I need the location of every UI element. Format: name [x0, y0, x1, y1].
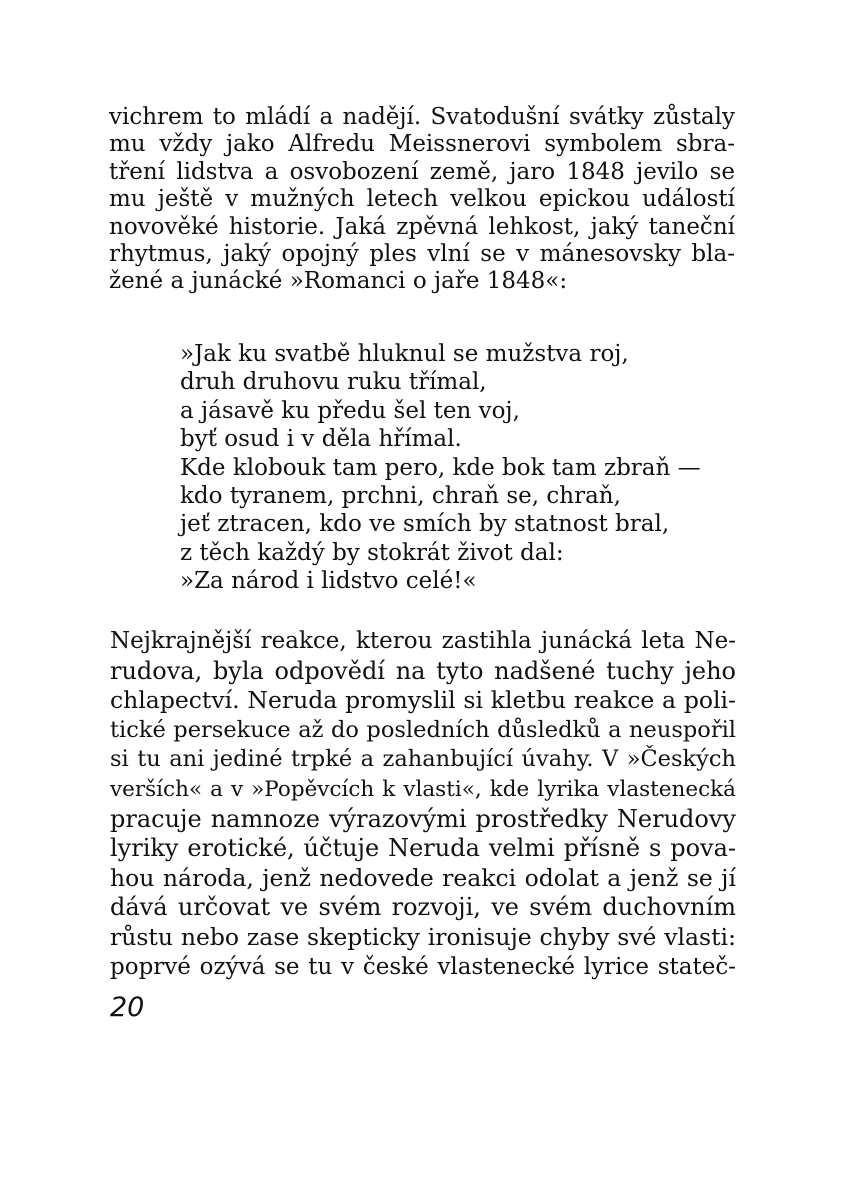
- poem-line: z těch každý by stokrát život dal:: [180, 539, 564, 566]
- text-line: růstu nebo zase skepticky ironisuje chyby své vlasti:: [110, 922, 736, 951]
- poem-line: kdo tyranem, prchni, chraň se, chraň,: [180, 482, 621, 509]
- text-line: rhytmus, jaký opojný ples vlní se v mánesovsky bla-: [109, 240, 735, 267]
- text-line: chlapectví. Neruda promyslil si kletbu reakce a poli-: [110, 686, 736, 715]
- poem-quote: [180, 340, 701, 596]
- text-line: hou národa, jenž nedovede reakci odolat a jenž se jí: [110, 863, 736, 892]
- text-line: dává určovat ve svém rozvoji, ve svém duchovním: [110, 893, 736, 922]
- text-line: žené a junácké »Romanci o jaře 1848«:: [109, 268, 568, 295]
- poem-line: »Za národ i lidstvo celé!«: [180, 568, 477, 595]
- text-line: pracuje namnoze výrazovými prostředky Nerudovy: [110, 804, 736, 833]
- text-line: si tu ani jediné trpké a zahanbující úvahy. V »Českých: [110, 746, 736, 773]
- poem-line: a jásavě ku předu šel ten voj,: [180, 397, 520, 424]
- text-line: Nejkrajnější reakce, kterou zastihla junácká leta Ne-: [110, 628, 736, 654]
- poem-line: druh druhovu ruku třímal,: [180, 369, 487, 396]
- page-number: 20: [110, 992, 145, 1023]
- text-line: mu ještě v mužných letech velkou epickou událostí: [109, 186, 735, 213]
- text-line: tření lidstva a osvobození země, jaro 1848 jevilo se: [109, 158, 735, 185]
- poem-line: byť osud i v děla hřímal.: [180, 426, 462, 453]
- text-line: tické persekuce až do posledních důsledků a neuspořil: [110, 716, 736, 743]
- text-line: verších« a v »Popěvcích k vlasti«, kde lyrika vlastenecká: [110, 776, 736, 802]
- text-line: lyriky erotické, účtuje Neruda velmi přísně s pova-: [110, 834, 736, 863]
- text-line: poprvé ozývá se tu v české vlastenecké lyrice stateč-: [110, 953, 736, 980]
- poem-line: jeť ztracen, kdo ve smích by statnost bral,: [180, 511, 670, 538]
- text-line: vichrem to mládí a nadějí. Svatodušní svátky zůstaly: [109, 104, 735, 130]
- paragraph-1: [109, 104, 735, 296]
- text-line: rudova, byla odpovědí na tyto nadšené tuchy jeho: [110, 656, 736, 685]
- poem-line: »Jak ku svatbě hluknul se mužstva roj,: [180, 341, 629, 367]
- paragraph-2: [110, 627, 736, 982]
- poem-line: Kde klobouk tam pero, kde bok tam zbraň —: [180, 454, 701, 481]
- text-line: novověké historie. Jaká zpěvná lehkost, jaký taneční: [109, 213, 735, 240]
- text-line: mu vždy jako Alfredu Meissnerovi symbolem sbra-: [109, 131, 735, 158]
